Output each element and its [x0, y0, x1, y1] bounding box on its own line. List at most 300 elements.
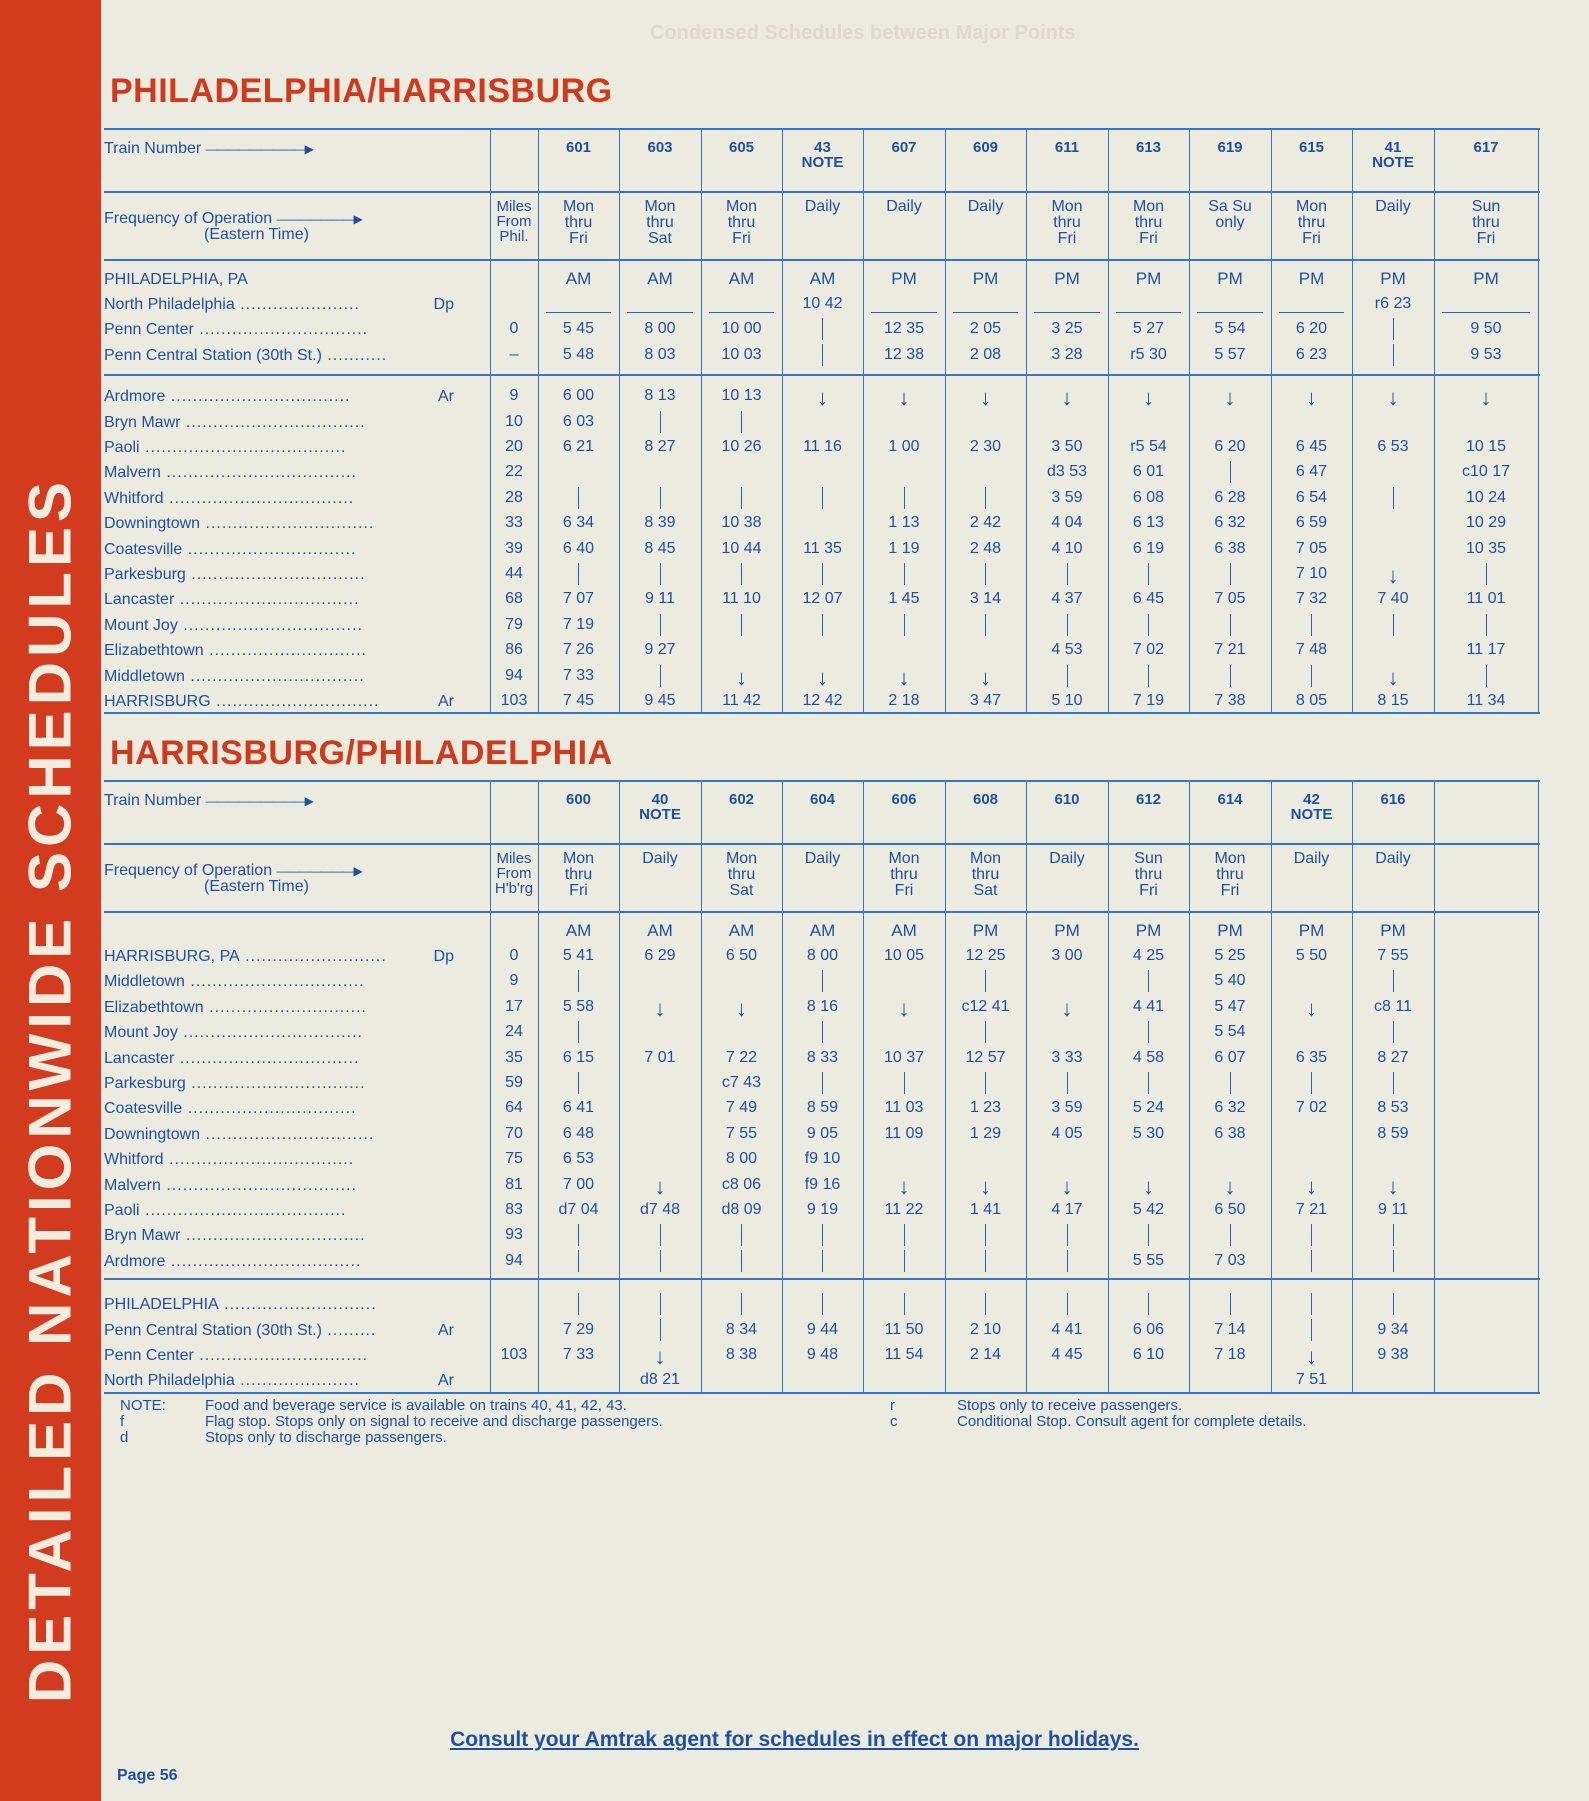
time-cell: 11 42 [722, 692, 761, 709]
page-number: Page 56 [117, 1767, 178, 1784]
continue-line [1026, 668, 1108, 687]
continue-line [538, 1253, 619, 1272]
station-name: HARRISBURG .............................. Ar [104, 693, 454, 710]
continue-line [1189, 668, 1271, 687]
time-cell: 12 35 [883, 320, 925, 338]
table-rule [104, 1278, 1540, 1280]
time-cell: 7 32 [1295, 590, 1328, 608]
train-number: 615 [1298, 139, 1325, 156]
time-cell: 8 05 [1295, 692, 1328, 709]
miles-value: 17 [505, 997, 523, 1015]
train-number: 600 [565, 791, 592, 808]
miles-value: 86 [505, 641, 523, 659]
continue-line [1108, 566, 1189, 585]
frequency: Daily [804, 850, 841, 867]
time-cell: 6 40 [562, 539, 595, 557]
time-cell: 7 19 [562, 615, 595, 633]
time-cell: 3 50 [1051, 438, 1083, 455]
time-cell: 12 42 [802, 692, 843, 709]
station-name: North Philadelphia ...................... Ar [104, 1372, 454, 1390]
time-cell: 4 04 [1051, 514, 1083, 532]
time-cell: 4 05 [1051, 1124, 1083, 1142]
note-key: c [890, 1413, 898, 1430]
miles-value: 68 [505, 590, 523, 608]
column-rule [1538, 780, 1539, 1394]
train-number: 612 [1135, 791, 1162, 808]
time-cell: 6 19 [1132, 539, 1165, 557]
time-cell: 6 13 [1132, 514, 1165, 532]
continue-line [782, 1024, 863, 1043]
right-arrow-icon: ———————▶ [276, 212, 362, 226]
time-cell: 11 35 [803, 539, 842, 557]
time-cell: 8 38 [725, 1346, 758, 1363]
miles-value: 64 [505, 1099, 523, 1117]
right-arrow-icon: —————————▶ [205, 142, 313, 156]
time-cell: 7 55 [725, 1124, 758, 1142]
miles-value: 33 [505, 514, 523, 532]
notes-block [120, 1398, 1340, 1446]
train-number: 601 [565, 139, 592, 156]
continue-line [1434, 566, 1538, 585]
time-cell: 4 10 [1051, 539, 1083, 557]
continue-line [1271, 1075, 1352, 1094]
train-number: 604 [809, 791, 836, 808]
am-pm-indicator: AM [728, 921, 755, 940]
frequency: Mon thru Fri [1295, 198, 1328, 247]
time-cell: 7 18 [1214, 1346, 1246, 1363]
continue-line [1352, 490, 1434, 509]
continue-line [782, 1075, 863, 1094]
table-rule [104, 712, 1540, 714]
train-number: 606 [891, 791, 917, 808]
frequency: Daily [1375, 198, 1411, 215]
time-cell: 8 45 [644, 539, 676, 557]
down-arrow-icon: ↓ [736, 995, 747, 1021]
down-arrow-icon: ↓ [1224, 385, 1236, 411]
frequency: Daily [886, 198, 922, 215]
time-cell: 11 50 [884, 1320, 924, 1338]
time-cell: 7 33 [562, 666, 595, 684]
table-rule [104, 1392, 1540, 1394]
continue-line [1026, 1075, 1108, 1094]
station-name: Elizabethtown ............................. [104, 642, 367, 660]
time-cell: 6 15 [562, 1048, 595, 1066]
frequency: Mon thru Fri [562, 850, 595, 899]
miles-value: 103 [500, 1346, 528, 1363]
continue-line [1434, 617, 1538, 636]
continue-line [1189, 1227, 1271, 1246]
am-pm-indicator: PM [1054, 921, 1080, 940]
continue-line [1271, 1296, 1352, 1315]
miles-value: 10 [505, 412, 523, 430]
continue-line [863, 617, 945, 636]
down-arrow-icon: ↓ [980, 1173, 991, 1199]
am-pm-indicator: AM [809, 921, 836, 940]
continue-line [619, 414, 701, 433]
time-cell: 7 05 [1214, 590, 1246, 608]
station-name: Ardmore ................................. Ar [104, 388, 454, 406]
frequency: Mon thru Fri [562, 198, 595, 247]
continue-line [619, 1253, 701, 1272]
miles-value: 0 [509, 320, 519, 338]
time-cell: 7 22 [725, 1048, 758, 1066]
time-cell: 4 53 [1051, 641, 1083, 659]
time-cell: 11 54 [884, 1346, 924, 1363]
continue-line [619, 1322, 701, 1341]
down-arrow-icon: ↓ [1387, 664, 1399, 690]
time-cell: 6 29 [644, 947, 676, 964]
time-cell: 4 45 [1051, 1346, 1083, 1363]
miles-value: 93 [505, 1226, 523, 1244]
time-cell: 5 27 [1132, 320, 1165, 338]
frequency: Mon thru Fri [1214, 850, 1246, 899]
down-arrow-icon: ↓ [654, 1173, 666, 1199]
time-cell: 7 29 [562, 1320, 595, 1338]
time-cell: 11 01 [1466, 590, 1506, 608]
time-cell: 7 21 [1214, 641, 1246, 659]
miles-value: 59 [505, 1074, 523, 1091]
continue-line [538, 1296, 619, 1315]
miles-value: 0 [509, 947, 519, 964]
am-pm-indicator: PM [1380, 921, 1406, 940]
time-cell: 2 18 [888, 692, 920, 709]
time-cell: 7 05 [1295, 539, 1328, 557]
station-name: Malvern ................................... [104, 1176, 357, 1194]
miles-value: 9 [509, 972, 519, 990]
time-cell: 10 35 [1465, 539, 1507, 557]
blank-underline [1189, 296, 1271, 313]
time-cell: c7 43 [721, 1074, 762, 1091]
continue-line [1026, 1253, 1108, 1272]
continue-line [538, 1024, 619, 1043]
title-harrisburg-phila: HARRISBURG/PHILADELPHIA [110, 734, 613, 772]
time-cell: 7 01 [644, 1048, 676, 1066]
time-cell: 9 34 [1377, 1320, 1409, 1338]
continue-line [1352, 1253, 1434, 1272]
miles-value: 20 [505, 438, 523, 455]
frequency: Sun thru Fri [1134, 850, 1163, 899]
blank-underline [1434, 296, 1538, 313]
down-arrow-icon: ↓ [817, 664, 828, 690]
time-cell: 5 24 [1132, 1099, 1165, 1117]
continue-line [782, 617, 863, 636]
time-cell: 1 00 [888, 438, 920, 455]
note-text: Conditional Stop. Consult agent for complete details. [957, 1413, 1307, 1430]
time-cell: 7 00 [562, 1175, 595, 1193]
continue-line [1271, 1322, 1352, 1341]
down-arrow-icon: ↓ [1143, 1173, 1154, 1199]
continue-line [1108, 1296, 1189, 1315]
miles-value: 70 [505, 1124, 523, 1142]
am-pm-indicator: PM [891, 269, 917, 288]
time-cell: 3 28 [1051, 345, 1083, 363]
time-cell: 2 10 [969, 1320, 1002, 1338]
frequency: Mon thru Sat [725, 850, 758, 899]
continue-line [945, 617, 1026, 636]
table-rule [104, 374, 1540, 376]
time-cell: 10 42 [802, 295, 843, 312]
time-cell: 2 14 [969, 1346, 1002, 1363]
continue-line [1026, 566, 1108, 585]
time-cell: 3 59 [1051, 488, 1083, 506]
time-cell: 6 47 [1295, 463, 1328, 481]
down-arrow-icon: ↓ [1224, 1173, 1236, 1199]
station-name: Middletown ................................ [104, 973, 365, 991]
time-cell: 5 30 [1132, 1124, 1165, 1142]
time-cell: 6 07 [1214, 1048, 1246, 1066]
blank-underline [945, 296, 1026, 313]
continue-line [1189, 1296, 1271, 1315]
time-cell: 1 19 [888, 539, 920, 557]
station-name: Parkesburg ................................ [104, 1075, 366, 1092]
time-cell: 5 42 [1132, 1201, 1165, 1218]
time-cell: 6 45 [1132, 590, 1165, 608]
train-number: 42 NOTE [1290, 791, 1333, 823]
continue-line [619, 617, 701, 636]
time-cell: 4 17 [1051, 1201, 1083, 1218]
time-cell: 4 41 [1051, 1320, 1083, 1338]
origin-label: PHILADELPHIA, PA [104, 271, 248, 288]
miles-value: 81 [505, 1175, 523, 1193]
down-arrow-icon: ↓ [898, 664, 910, 690]
time-cell: c12 41 [961, 997, 1010, 1015]
continue-line [701, 617, 782, 636]
time-cell: 5 25 [1214, 947, 1246, 964]
continue-line [1271, 617, 1352, 636]
station-name: Downingtown ............................... [104, 1125, 375, 1143]
time-cell: 7 14 [1214, 1320, 1246, 1338]
continue-line [782, 321, 863, 340]
time-cell: 5 50 [1295, 947, 1328, 964]
miles-value: 79 [505, 615, 523, 633]
time-cell: 6 01 [1132, 463, 1165, 481]
time-cell: r6 23 [1374, 295, 1412, 312]
frequency: Daily [804, 198, 841, 215]
train-number: 43 NOTE [801, 139, 844, 171]
time-cell: d8 09 [721, 1201, 762, 1218]
holiday-note: Consult your Amtrak agent for schedules in effect on major holidays. [450, 1728, 1139, 1751]
miles-value: 39 [505, 539, 523, 557]
miles-value: 83 [505, 1201, 523, 1218]
time-cell: 7 02 [1295, 1099, 1328, 1117]
time-cell: 8 27 [644, 438, 676, 455]
continue-line [701, 414, 782, 433]
time-cell: 7 40 [1377, 590, 1409, 608]
train-number: 611 [1054, 139, 1080, 156]
station-name: Parkesburg ................................ [104, 566, 366, 583]
am-pm-indicator: PM [1473, 269, 1499, 288]
note-text: Flag stop. Stops only on signal to receive and discharge passengers. [205, 1413, 663, 1430]
station-name: Paoli ..................................... [104, 439, 347, 456]
down-arrow-icon: ↓ [1306, 995, 1317, 1021]
station-name: Penn Central Station (30th St.) ......... Ar [104, 1321, 454, 1339]
time-cell: 12 38 [883, 345, 925, 363]
time-cell: 11 03 [884, 1099, 924, 1117]
station-name: Bryn Mawr ................................. [104, 1227, 366, 1245]
miles-value: 35 [505, 1048, 523, 1066]
time-cell: f9 16 [804, 1175, 841, 1193]
time-cell: 6 21 [562, 438, 595, 455]
down-arrow-icon: ↓ [980, 385, 991, 411]
am-pm-indicator: PM [1217, 269, 1243, 288]
table-rule [104, 911, 1540, 913]
time-cell: 11 09 [884, 1124, 924, 1142]
continue-line [1108, 1075, 1189, 1094]
train-number: 41 NOTE [1372, 139, 1414, 171]
time-cell: 6 54 [1295, 488, 1328, 506]
time-cell: 11 22 [884, 1201, 924, 1218]
blank-underline [1271, 296, 1352, 313]
time-cell: 10 26 [721, 438, 762, 455]
train-number: 616 [1380, 791, 1406, 808]
time-cell: 10 05 [883, 947, 925, 964]
continue-line [863, 1075, 945, 1094]
time-cell: 3 00 [1051, 947, 1083, 964]
down-arrow-icon: ↓ [1306, 1344, 1317, 1369]
continue-line [1271, 668, 1352, 687]
continue-line [782, 973, 863, 992]
ghost-text: Condensed Schedules between Major Points [650, 22, 1076, 44]
continue-line [1352, 1227, 1434, 1246]
time-cell: 8 59 [1377, 1124, 1409, 1142]
time-cell: 11 34 [1466, 692, 1506, 709]
frequency: Mon thru Fri [1051, 198, 1083, 247]
station-name: Coatesville ............................... [104, 540, 357, 558]
time-cell: 6 34 [562, 514, 595, 532]
miles-value: 9 [509, 387, 519, 405]
station-name: Coatesville ............................... [104, 1100, 357, 1118]
continue-line [538, 1075, 619, 1094]
am-pm-indicator: AM [565, 269, 592, 288]
blank-underline [538, 296, 619, 313]
time-cell: 8 00 [725, 1150, 758, 1168]
time-cell: 6 10 [1132, 1346, 1165, 1363]
continue-line [945, 490, 1026, 509]
time-cell: 10 37 [883, 1048, 925, 1066]
time-cell: 6 53 [562, 1150, 595, 1168]
time-cell: 7 38 [1214, 692, 1246, 709]
time-cell: 6 41 [562, 1099, 595, 1117]
time-cell: 7 26 [562, 641, 595, 659]
time-cell: 8 33 [806, 1048, 839, 1066]
time-cell: 6 32 [1214, 514, 1246, 532]
time-cell: 2 08 [969, 345, 1002, 363]
time-cell: 9 45 [644, 692, 676, 709]
continue-line [538, 1227, 619, 1246]
time-cell: 8 27 [1377, 1048, 1409, 1066]
time-cell: 3 14 [969, 590, 1002, 608]
time-cell: 3 25 [1051, 320, 1083, 338]
continue-line [945, 1253, 1026, 1272]
time-cell: 9 27 [644, 641, 676, 659]
continue-line [1108, 973, 1189, 992]
frequency: Daily [1049, 850, 1085, 867]
continue-line [1026, 1296, 1108, 1315]
continue-line [1108, 617, 1189, 636]
time-cell: 8 34 [725, 1320, 758, 1338]
am-pm-indicator: PM [1135, 921, 1162, 940]
time-cell: 8 16 [806, 997, 839, 1015]
frequency: Daily [967, 198, 1004, 215]
station-name: Bryn Mawr ................................. [104, 413, 366, 431]
continue-line [1352, 1296, 1434, 1315]
time-cell: 8 00 [644, 320, 676, 338]
down-arrow-icon: ↓ [1061, 995, 1073, 1021]
continue-line [1189, 464, 1271, 483]
station-name: Elizabethtown ............................. [104, 998, 367, 1016]
time-cell: 10 29 [1465, 514, 1507, 532]
time-cell: 7 55 [1377, 947, 1409, 964]
time-cell: 6 59 [1295, 514, 1328, 532]
continue-line [701, 1253, 782, 1272]
time-cell: 10 00 [721, 320, 762, 338]
table-rule [104, 780, 1540, 782]
continue-line [701, 1296, 782, 1315]
station-name: Ardmore ................................... [104, 1252, 362, 1270]
schedule-table-harrisburg-phila [104, 780, 1540, 1394]
miles-value: 28 [505, 488, 523, 506]
time-cell: 10 38 [721, 514, 762, 532]
station-name: HARRISBURG, PA .......................... Dp [104, 948, 454, 965]
sidebar-label: DETAILED NATIONWIDE SCHEDULES [16, 476, 84, 1704]
blank-underline [1026, 296, 1108, 313]
station-name: Mount Joy ................................. [104, 616, 363, 634]
train-number: 609 [972, 139, 999, 156]
time-cell: 12 25 [965, 947, 1006, 964]
time-cell: 5 58 [562, 997, 595, 1015]
station-name: PHILADELPHIA ............................ [104, 1296, 377, 1314]
time-cell: 9 38 [1377, 1346, 1409, 1363]
am-pm-indicator: PM [1298, 921, 1325, 940]
continue-line [619, 566, 701, 585]
time-cell: c10 17 [1461, 463, 1511, 481]
blank-underline [1108, 296, 1189, 313]
am-pm-indicator: PM [1298, 269, 1325, 288]
time-cell: d7 48 [639, 1201, 681, 1218]
time-cell: 6 45 [1295, 438, 1328, 455]
right-arrow-icon: ———————▶ [276, 864, 362, 878]
frequency: Daily [1375, 850, 1411, 867]
table-rule [104, 128, 1540, 130]
station-name: Lancaster ................................. [104, 1049, 360, 1067]
station-name: North Philadelphia ...................... Dp [104, 296, 454, 313]
station-name: Penn Central Station (30th St.) ........... [104, 346, 388, 364]
train-number-label: Train Number —————————▶ [104, 792, 313, 809]
down-arrow-icon: ↓ [1387, 1173, 1399, 1199]
continue-line [538, 973, 619, 992]
time-cell: 2 05 [969, 320, 1002, 338]
down-arrow-icon: ↓ [898, 385, 910, 411]
continue-line [945, 1024, 1026, 1043]
time-cell: 6 50 [725, 947, 758, 964]
continue-line [701, 1227, 782, 1246]
continue-line [619, 668, 701, 687]
time-cell: 6 50 [1214, 1201, 1246, 1218]
time-cell: 4 25 [1132, 947, 1165, 964]
train-number-label: Train Number —————————▶ [104, 140, 313, 157]
frequency-label: Frequency of Operation ———————▶ (Eastern Time) [104, 862, 362, 895]
time-cell: 6 53 [1377, 438, 1409, 455]
down-arrow-icon: ↓ [1480, 385, 1492, 411]
continue-line [782, 347, 863, 366]
continue-line [1108, 1227, 1189, 1246]
time-cell: r5 54 [1130, 438, 1167, 455]
down-arrow-icon: ↓ [1306, 1173, 1317, 1199]
train-number: 607 [891, 139, 917, 156]
time-cell: 12 57 [965, 1048, 1006, 1066]
continue-line [619, 490, 701, 509]
frequency: Mon thru Fri [1132, 198, 1165, 247]
